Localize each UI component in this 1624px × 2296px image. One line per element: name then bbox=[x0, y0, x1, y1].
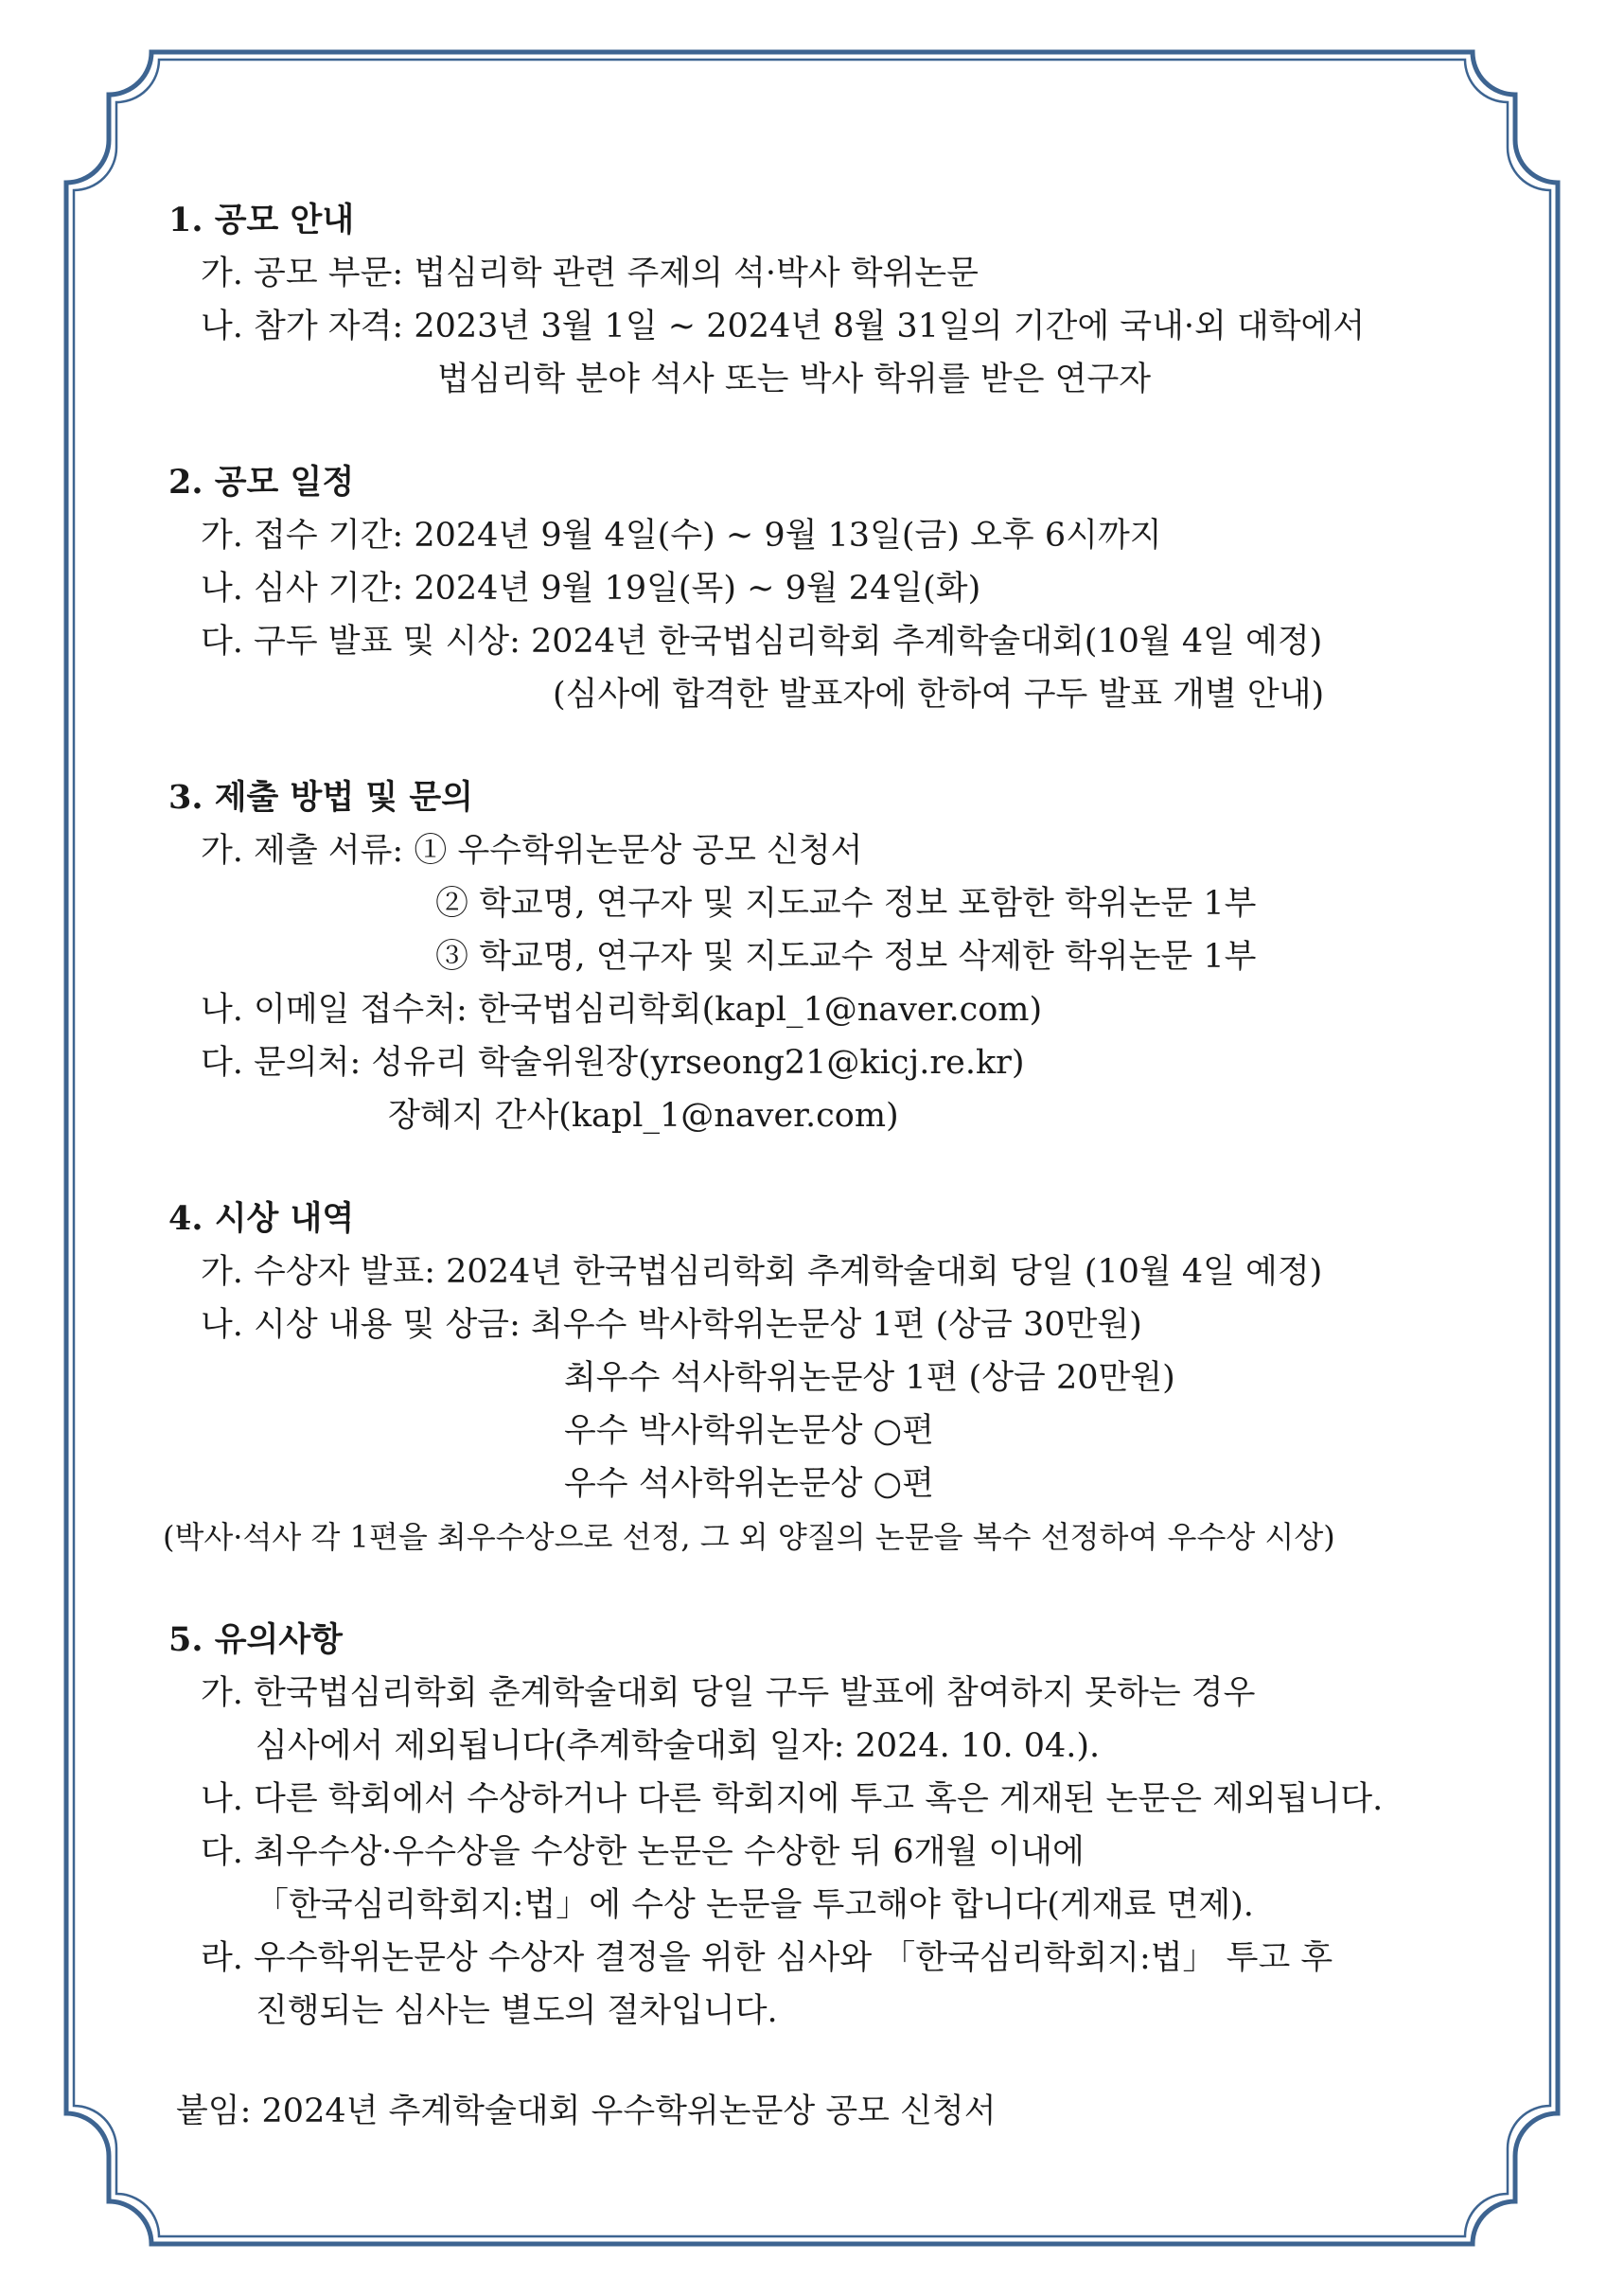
section-4-line-4: 우수 박사학위논문상 ○편 bbox=[564, 1412, 934, 1450]
section-1-heading: 1. 공모 안내 bbox=[168, 201, 355, 239]
section-1-line-3: 법심리학 분야 석사 또는 박사 학위를 받은 연구자 bbox=[437, 361, 1152, 398]
section-2-line-1: 가. 접수 기간: 2024년 9월 4일(수) ~ 9월 13일(금) 오후 6시까지 bbox=[201, 517, 1162, 555]
section-4-line-3: 최우수 석사학위논문상 1편 (상금 20만원) bbox=[564, 1359, 1175, 1397]
section-4-line-1: 가. 수상자 발표: 2024년 한국법심리학회 추계학술대회 당일 (10월 4일 예정) bbox=[201, 1253, 1323, 1291]
section-2-heading: 2. 공모 일정 bbox=[168, 463, 355, 502]
section-3-line-4: 나. 이메일 접수처: 한국법심리학회(kapl_1@naver.com) bbox=[201, 991, 1043, 1029]
section-3-line-2: ② 학교명, 연구자 및 지도교수 정보 포함한 학위논문 1부 bbox=[435, 885, 1257, 923]
section-5-heading: 5. 유의사항 bbox=[168, 1620, 343, 1659]
section-2-line-4: (심사에 합격한 발표자에 한하여 구두 발표 개별 안내) bbox=[553, 676, 1325, 714]
section-3-line-3: ③ 학교명, 연구자 및 지도교수 정보 삭제한 학위논문 1부 bbox=[435, 938, 1257, 976]
section-5-line-4: 다. 최우수상·우수상을 수상한 논문은 수상한 뒤 6개월 이내에 bbox=[201, 1833, 1085, 1871]
section-4-line-5: 우수 석사학위논문상 ○편 bbox=[564, 1465, 934, 1503]
section-3-line-1: 가. 제출 서류: ① 우수학위논문상 공모 신청서 bbox=[201, 832, 863, 870]
section-1-line-2: 나. 참가 자격: 2023년 3월 1일 ~ 2024년 8월 31일의 기간에 국내·외 대학에서 bbox=[201, 308, 1366, 345]
section-3-line-5: 다. 문의처: 성유리 학술위원장(yrseong21@kicj.re.kr) bbox=[201, 1044, 1025, 1082]
section-5-line-1: 가. 한국법심리학회 춘계학술대회 당일 구두 발표에 참여하지 못하는 경우 bbox=[201, 1674, 1256, 1712]
attachment-note: 붙임: 2024년 추계학술대회 우수학위논문상 공모 신청서 bbox=[176, 2093, 997, 2130]
section-5-line-7: 진행되는 심사는 별도의 절차입니다. bbox=[256, 1992, 778, 2030]
section-2-line-3: 다. 구두 발표 및 시상: 2024년 한국법심리학회 추계학술대회(10월 4일 예정) bbox=[201, 623, 1323, 661]
section-4-heading: 4. 시상 내역 bbox=[168, 1199, 355, 1238]
section-3-heading: 3. 제출 방법 및 문의 bbox=[168, 778, 473, 817]
section-3-line-6: 장혜지 간사(kapl_1@naver.com) bbox=[388, 1097, 899, 1135]
section-5-line-5: 「한국심리학회지:법」에 수상 논문을 투고해야 합니다(게재료 면제). bbox=[256, 1886, 1254, 1924]
section-1-line-1: 가. 공모 부문: 법심리학 관련 주제의 석·박사 학위논문 bbox=[201, 255, 979, 292]
section-4-line-2: 나. 시상 내용 및 상금: 최우수 박사학위논문상 1편 (상금 30만원) bbox=[201, 1306, 1142, 1344]
section-5-line-6: 라. 우수학위논문상 수상자 결정을 위한 심사와 「한국심리학회지:법」 투고 후 bbox=[201, 1939, 1333, 1977]
section-5-line-2: 심사에서 제외됩니다(추계학술대회 일자: 2024. 10. 04.). bbox=[256, 1727, 1101, 1765]
section-4-line-6: (박사·석사 각 1편을 최우수상으로 선정, 그 외 양질의 논문을 복수 선정하여 우수상 시상) bbox=[163, 1519, 1335, 1555]
section-5-line-3: 나. 다른 학회에서 수상하거나 다른 학회지에 투고 혹은 게재된 논문은 제외됩니다. bbox=[201, 1780, 1384, 1818]
section-2-line-2: 나. 심사 기간: 2024년 9월 19일(목) ~ 9월 24일(화) bbox=[201, 570, 981, 608]
